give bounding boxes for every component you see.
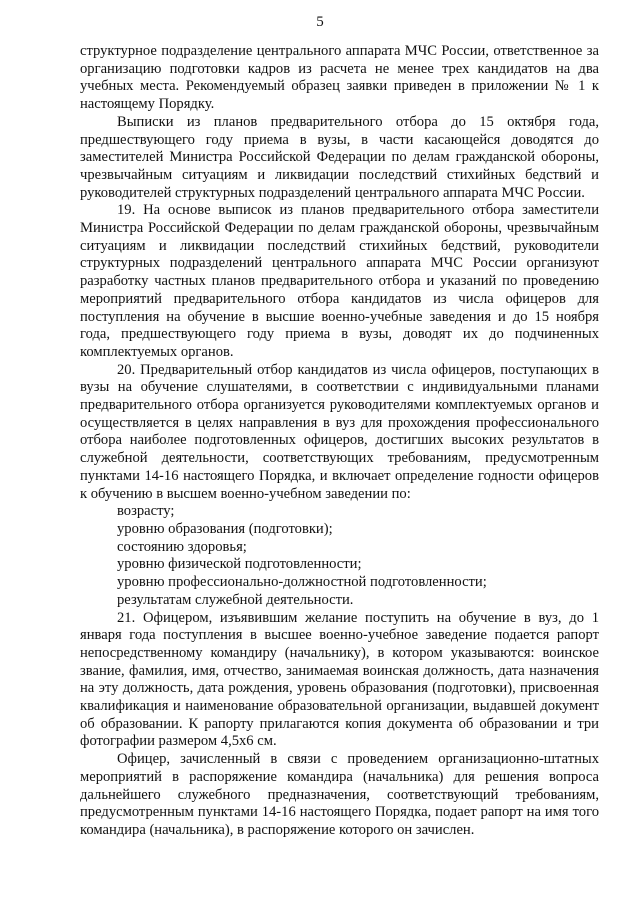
criteria-item-professional: уровню профессионально-должностной подготовленности; bbox=[117, 574, 487, 591]
document-body bbox=[80, 43, 599, 840]
paragraph-item-21: 21. Офицером, изъявившим желание поступить на обучение в вуз, до 1 января года поступления в высшее военно-учебное заведение подается рапорт непосредственному командиру (начальнику), в котором указываются: воинское звание, фамилия, имя, отчество, занимаемая воинская должность, дата назначения на эту должность, дата рождения, уровень образования (подготовки), присвоенная квалификация и наименование образовательной организации, выдавшей документ об образовании. К рапорту прилагаются копия документа об образовании и три фотографии размером 4,5х6 см. bbox=[80, 609, 599, 750]
criteria-item-education: уровню образования (подготовки); bbox=[117, 520, 333, 537]
paragraph-extracts-deadline: Выписки из планов предварительного отбора до 15 октября года, предшествующего году приема в вузы, в части касающейся доводятся до заместителей Министра Российской Федерации по делам гражданской обороны, чрезвычайным ситуациям и ликвидации последствий стихийных бедствий и руководителей структурных подразделений центрального аппарата МЧС России. bbox=[80, 113, 599, 201]
page-number: 5 bbox=[316, 14, 324, 30]
criteria-item-health: состоянию здоровья; bbox=[117, 538, 247, 555]
paragraph-application-sample: структурное подразделение центрального аппарата МЧС России, ответственное за организацию подготовки кадров из расчета не менее трех кандидатов на два учебных места. Рекомендуемый образец заявки приведен в приложении № 1 к настоящему Порядку. bbox=[80, 43, 599, 113]
paragraph-reassigned-officer: Офицер, зачисленный в связи с проведением организационно-штатных мероприятий в распоряжение командира (начальника) для решения вопроса дальнейшего служебного предназначения, соответствующий требованиям, предусмотренным пунктами 14-16 настоящего Порядка, подает рапорт на имя того командира (начальника), в распоряжение которого он зачислен. bbox=[80, 751, 599, 838]
paragraph-item-19: 19. На основе выписок из планов предварительного отбора заместители Министра Российской Федерации по делам гражданской обороны, чрезвычайным ситуациям и ликвидации последствий стихийных бедствий, руководители структурных подразделений центрального аппарата МЧС России организуют разработку частных планов предварительного отбора и указаний по проведению мероприятий предварительного отбора кандидатов из числа офицеров для поступления на обучение в высшие военно-учебные заведения и до 15 ноября года, предшествующего году приема в вузы, доводят их до подчиненных комплектуемых органов. bbox=[80, 202, 599, 360]
criteria-item-physical: уровню физической подготовленности; bbox=[117, 556, 362, 573]
criteria-item-age: возрасту; bbox=[117, 503, 175, 520]
criteria-item-service-results: результатам служебной деятельности. bbox=[117, 591, 354, 608]
paragraph-item-20: 20. Предварительный отбор кандидатов из числа офицеров, поступающих в вузы на обучение слушателями, в соответствии с индивидуальными планами предварительного отбора организуется руководителями комплектуемых органов и осуществляется в целях направления в вуз для прохождения профессионального отбора наиболее подготовленных офицеров, достигших высоких результатов в служебной деятельности, соответствующих требованиям, предусмотренным пунктами 14-16 настоящего Порядка, и включает определение годности офицеров к обучению в высшем военно-учебном заведении по: bbox=[80, 361, 599, 502]
